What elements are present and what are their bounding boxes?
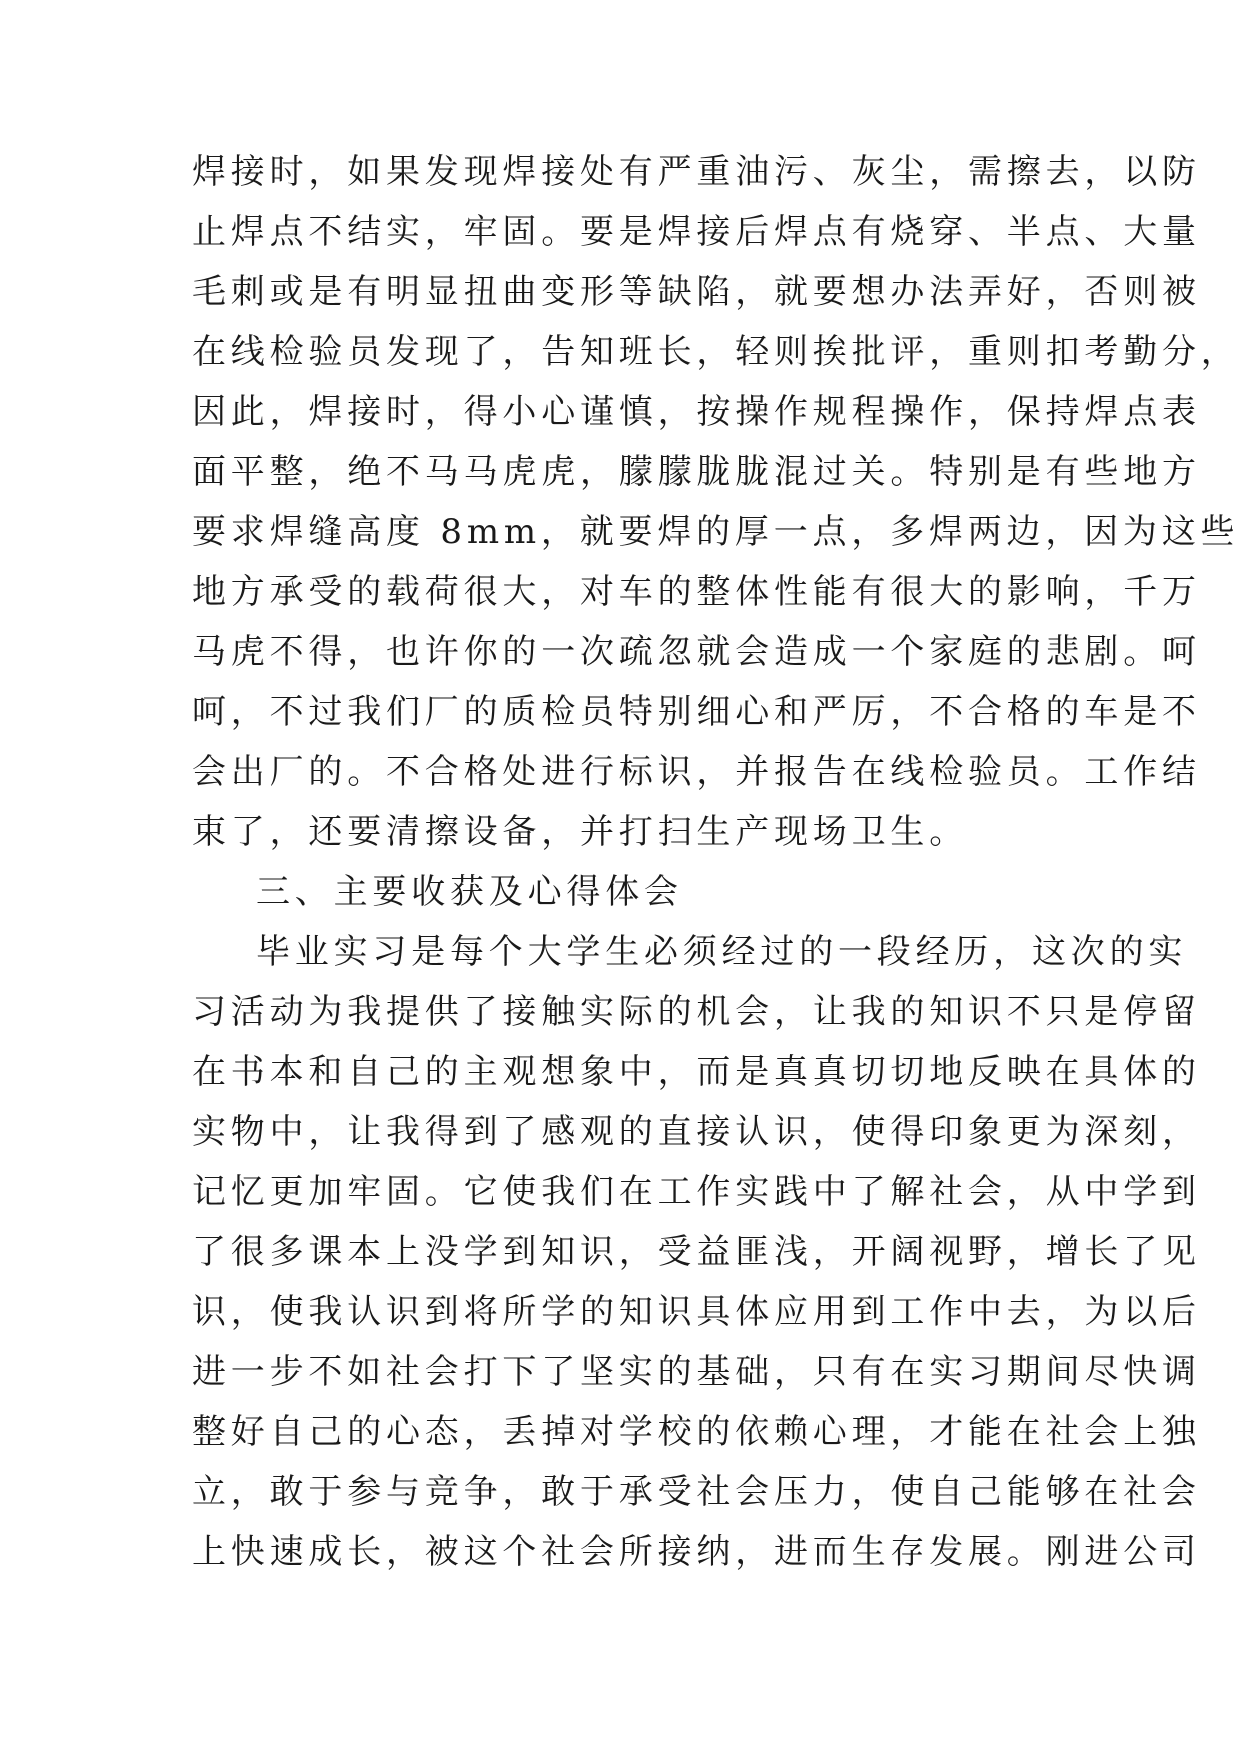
body-line: 束了，还要清擦设备，并打扫生产现场卫生。 — [192, 812, 968, 852]
body-line: 进一步不如社会打下了坚实的基础，只有在实习期间尽快调 — [192, 1352, 1201, 1392]
body-line: 焊接时，如果发现焊接处有严重油污、灰尘，需擦去，以防 — [192, 152, 1201, 192]
body-line: 地方承受的载荷很大，对车的整体性能有很大的影响，千万 — [192, 572, 1201, 612]
body-line: 立，敢于参与竞争，敢于承受社会压力，使自己能够在社会 — [192, 1472, 1201, 1512]
body-line: 识，使我认识到将所学的知识具体应用到工作中去，为以后 — [192, 1292, 1201, 1332]
body-line: 实物中，让我得到了感观的直接认识，使得印象更为深刻， — [192, 1112, 1201, 1152]
body-line: 因此，焊接时，得小心谨慎，按操作规程操作，保持焊点表 — [192, 392, 1201, 432]
section-heading: 三、主要收获及心得体会 — [256, 872, 683, 912]
body-line: 记忆更加牢固。它使我们在工作实践中了解社会，从中学到 — [192, 1172, 1201, 1212]
body-line: 在线检验员发现了，告知班长，轻则挨批评，重则扣考勤分， — [192, 332, 1240, 372]
body-line: 面平整，绝不马马虎虎，朦朦胧胧混过关。特别是有些地方 — [192, 452, 1201, 492]
body-line: 马虎不得，也许你的一次疏忽就会造成一个家庭的悲剧。呵 — [192, 632, 1201, 672]
body-line: 整好自己的心态，丢掉对学校的依赖心理，才能在社会上独 — [192, 1412, 1201, 1452]
body-line: 在书本和自己的主观想象中，而是真真切切地反映在具体的 — [192, 1052, 1201, 1092]
body-line: 毕业实习是每个大学生必须经过的一段经历，这次的实 — [256, 932, 1188, 972]
body-line: 呵，不过我们厂的质检员特别细心和严厉，不合格的车是不 — [192, 692, 1201, 732]
body-line: 要求焊缝高度 8mm，就要焊的厚一点，多焊两边，因为这些 — [192, 512, 1240, 552]
body-line: 会出厂的。不合格处进行标识，并报告在线检验员。工作结 — [192, 752, 1201, 792]
body-line: 上快速成长，被这个社会所接纳，进而生存发展。刚进公司 — [192, 1532, 1201, 1572]
body-line: 止焊点不结实，牢固。要是焊接后焊点有烧穿、半点、大量 — [192, 212, 1201, 252]
body-line: 了很多课本上没学到知识，受益匪浅，开阔视野，增长了见 — [192, 1232, 1201, 1272]
body-line: 毛刺或是有明显扭曲变形等缺陷，就要想办法弄好，否则被 — [192, 272, 1201, 312]
body-line: 习活动为我提供了接触实际的机会，让我的知识不只是停留 — [192, 992, 1201, 1032]
